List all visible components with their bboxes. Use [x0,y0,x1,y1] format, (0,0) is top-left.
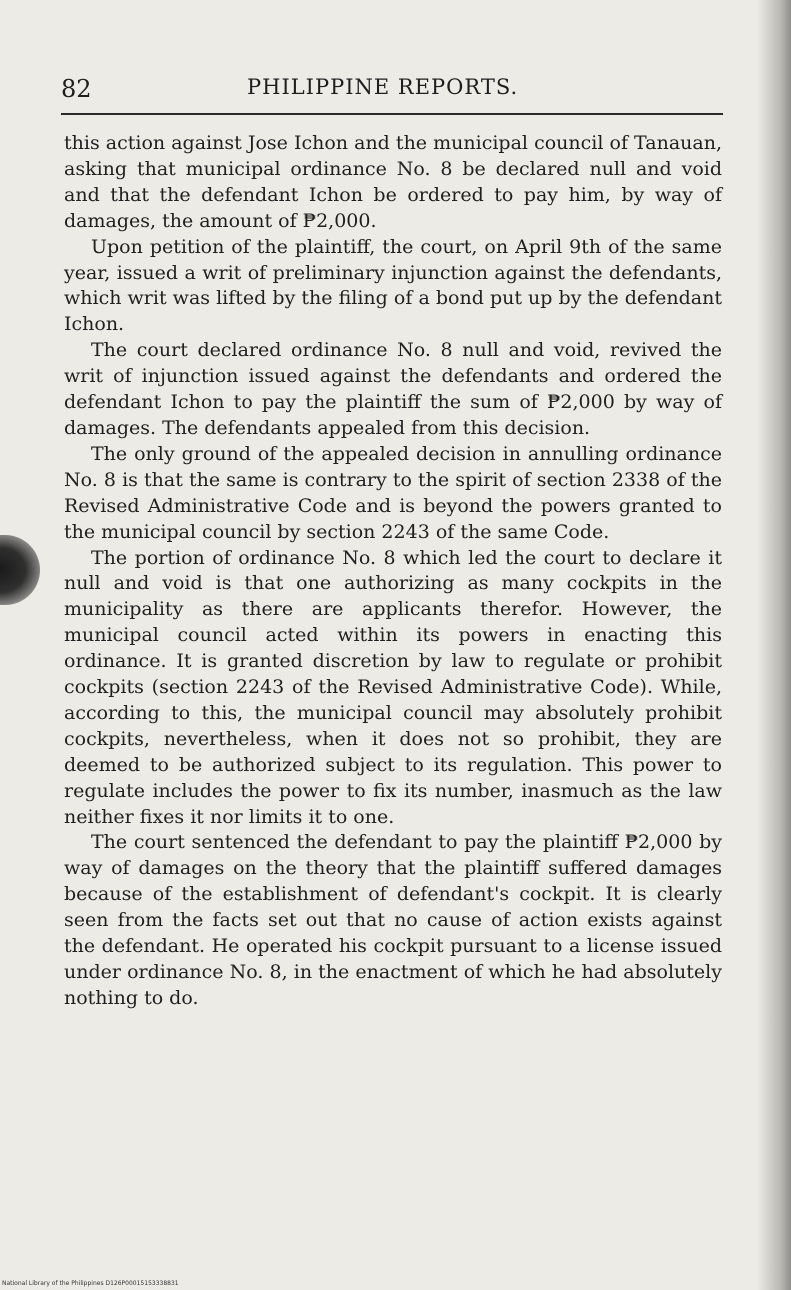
page-edge-shadow [757,0,791,1290]
body-text [64,131,722,1012]
paragraph: Upon petition of the plaintiff, the court, on April 9th of the same year, issued a writ of preliminary injunction against the defendants, which writ was lifted by the filing of a bond put up by the defendant Ichon. [64,235,722,336]
header-rule [61,113,723,115]
scan-thumb-shadow [0,535,40,605]
scan-credit: National Library of the Philippines D126P00015153338831 [2,1280,179,1287]
paragraph: The only ground of the appealed decision in annulling ordinance No. 8 is that the same is contrary to the spirit of section 2338 of the Revised Administrative Code and is beyond the powers granted to the municipal council by section 2243 of the same Code. [64,442,722,543]
page-header [61,72,723,112]
paragraph: The court declared ordinance No. 8 null and void, revived the writ of injunction issued against the defendants and ordered the defendant Ichon to pay the plaintiff the sum of ₱2,000 by way of damages. The defendants appealed from this decision. [64,339,722,439]
paragraph: The court sentenced the defendant to pay the plaintiff ₱2,000 by way of damages on the theory that the plaintiff suffered damages because of the establishment of defendant's cockpit. It is clearly seen from the facts set out that no cause of action exists against the defendant. He operated his cockpit pursuant to a license issued under ordinance No. 8, in the enactment of which he had absolutely nothing to do. [64,831,722,1009]
page-number: 82 [61,75,92,103]
paragraph-continued: this action against Jose Ichon and the municipal council of Tanauan, asking that municipal ordinance No. 8 be declared null and void and that the defendant Ichon be ordered to pay him, by way of damages, the amount of ₱2,000. [64,132,722,232]
running-head: PHILIPPINE REPORTS. [247,75,519,99]
paragraph: The portion of ordinance No. 8 which led the court to declare it null and void is that one authorizing as many cockpits in the municipality as there are applicants therefor. However, the municipal council acted within its powers in enacting this ordinance. It is granted discretion by law to regulate or prohibit cockpits (section 2243 of the Revised Administrative Code). While, according to this, the municipal council may absolutely prohibit cockpits, nevertheless, when it does not so prohibit, they are deemed to be authorized subject to its regulation. This power to regulate includes the power to fix its number, inasmuch as the law neither fixes it nor limits it to one. [64,546,722,828]
